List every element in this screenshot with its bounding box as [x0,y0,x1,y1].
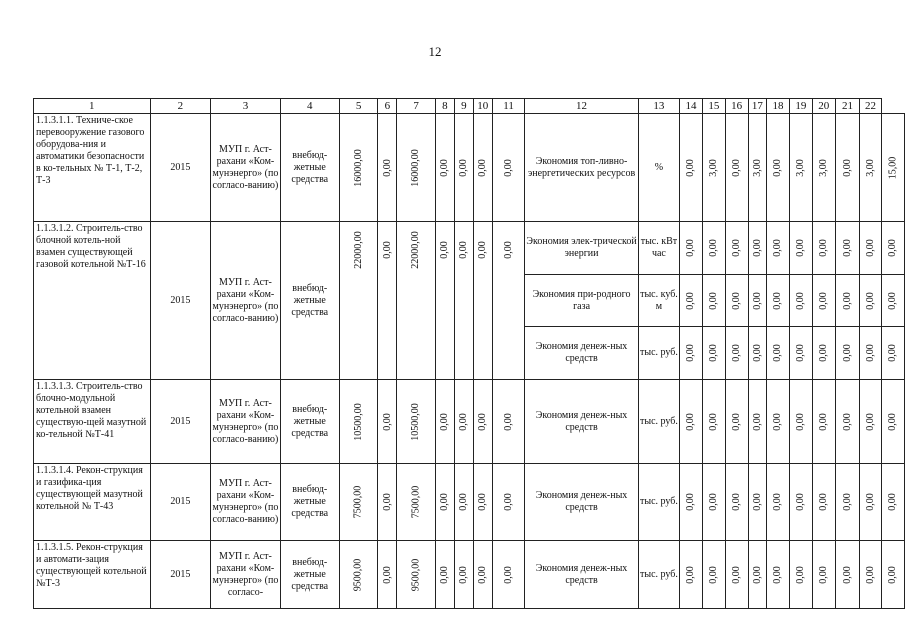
measure-name: 1.1.3.1.5. Рекон-струкция и автомати-зация существующей котельной №Т-3 [34,541,151,609]
indicator-value-cell-text: 15,00 [886,156,898,179]
indicator-value-cell-text: 0,00 [794,565,806,584]
indicator-value-cell-text: 0,00 [841,239,853,257]
indicator-name-cell: Экономия топ-ливно-энергетических ресурсов [525,114,638,222]
indicator-value-cell-text: 0,00 [707,412,719,431]
finance-value-cell [378,222,397,380]
indicator-name-cell: Экономия денеж-ных средств [525,380,638,464]
indicator-value-cell-text: 0,00 [817,493,829,511]
indicator-value-cell [725,114,748,222]
indicator-value-cell-text: 0,00 [751,412,763,431]
indicator-value-cell-text: 0,00 [751,493,763,511]
column-header: 13 [638,99,679,114]
indicator-value-cell-text: 0,00 [707,493,719,511]
indicator-value-cell-text: 0,00 [841,291,853,310]
indicator-value-cell-text: 0,00 [751,565,763,584]
finance-value-cell-text: 0,00 [438,412,450,431]
indicator-value-cell [725,222,748,275]
year-cell: 2015 [150,541,211,609]
column-header: 3 [211,99,280,114]
indicator-value-cell-text: 0,00 [730,291,742,310]
table-row [34,380,905,464]
indicator-value-cell-text: 0,00 [817,565,829,584]
finance-value-cell [339,380,378,464]
indicator-value-cell [812,222,835,275]
indicator-value-cell [789,275,812,327]
funding-source-cell: внебюд-жетные средства [280,541,339,609]
indicator-value-cell [860,541,881,609]
finance-value-cell-text: 0,00 [381,241,393,259]
finance-value-cell [492,114,525,222]
finance-value-cell-text: 9500,00 [352,558,364,591]
finance-value-cell-text: 0,00 [502,158,514,177]
indicator-value-cell-text: 0,00 [730,412,742,431]
indicator-name-cell: Экономия при-родного газа [525,275,638,327]
finance-value-cell-text: 9500,00 [410,558,422,591]
finance-value-cell-text: 0,00 [381,158,393,177]
finance-value-cell-text: 7500,00 [410,485,422,519]
column-header: 20 [812,99,835,114]
finance-value-cell-text: 0,00 [381,565,393,584]
year-cell: 2015 [150,114,211,222]
indicator-value-cell [835,275,860,327]
indicator-value-cell-text: 0,00 [772,412,784,431]
finance-value-cell-text: 0,00 [457,158,469,177]
indicator-value-cell [789,464,812,541]
column-header: 2 [150,99,211,114]
column-header: 6 [378,99,397,114]
finance-value-cell [435,222,454,380]
finance-value-cell-text: 0,00 [438,158,450,177]
indicator-value-cell [860,327,881,380]
indicator-value-cell [835,464,860,541]
indicator-value-cell [767,380,790,464]
indicator-value-cell [725,380,748,464]
indicator-value-cell-text: 0,00 [751,239,763,257]
finance-value-cell-text: 22000,00 [352,231,364,269]
year-cell: 2015 [150,380,211,464]
table-row [34,464,905,541]
column-header: 11 [492,99,525,114]
finance-value-cell [473,222,492,380]
indicator-value-cell [680,222,703,275]
finance-value-cell [492,464,525,541]
indicator-value-cell-text: 0,00 [684,412,696,431]
finance-value-cell [454,114,473,222]
column-header: 15 [702,99,725,114]
finance-value-cell [492,222,525,380]
indicator-value-cell [748,327,767,380]
unit-cell: тыс. руб. [638,464,679,541]
finance-value-cell [378,380,397,464]
finance-value-cell-text: 0,00 [457,241,469,259]
indicator-value-cell-text: 0,00 [841,565,853,584]
finance-value-cell [435,380,454,464]
measure-name: 1.1.3.1.1. Техниче-ское перевооружение газового оборудова-ния и автоматики безопасности в ко-тельных № Т-1, Т-2, Т-3 [34,114,151,222]
indicator-value-cell [702,114,725,222]
funding-source-cell: внебюд-жетные средства [280,464,339,541]
indicator-value-cell [860,114,881,222]
finance-value-cell-text: 0,00 [381,412,393,431]
table-row [34,222,905,275]
indicator-value-cell-text: 0,00 [772,239,784,257]
indicator-value-cell-text: 0,00 [841,158,853,177]
indicator-value-cell [680,275,703,327]
indicator-value-cell [881,327,905,380]
indicator-value-cell-text: 0,00 [864,565,876,584]
indicator-value-cell-text: 0,00 [886,565,898,584]
measure-name: 1.1.3.1.2. Строитель-ство блочной котель-ной взамен существующей газовой котельной №Т-16 [34,222,151,380]
unit-cell: тыс. руб. [638,380,679,464]
indicator-value-cell-text: 0,00 [794,291,806,310]
indicator-value-cell [725,464,748,541]
table-body [34,99,905,609]
indicator-value-cell-text: 0,00 [794,493,806,511]
indicator-value-cell-text: 0,00 [730,158,742,177]
indicator-value-cell [767,541,790,609]
indicator-value-cell-text: 0,00 [841,412,853,431]
indicator-value-cell-text: 0,00 [864,493,876,511]
finance-value-cell-text: 16000,00 [410,148,422,187]
column-header: 14 [680,99,703,114]
finance-value-cell-text: 0,00 [476,241,488,259]
finance-value-cell-text: 10500,00 [352,402,364,441]
indicator-value-cell-text: 0,00 [864,239,876,257]
column-header: 8 [435,99,454,114]
indicator-value-cell [881,541,905,609]
indicator-value-cell-text: 0,00 [864,344,876,362]
indicator-value-cell-text: 0,00 [684,493,696,511]
indicator-value-cell [860,222,881,275]
indicator-value-cell [680,541,703,609]
indicator-value-cell [702,222,725,275]
column-header: 7 [397,99,436,114]
indicator-value-cell [789,327,812,380]
indicator-value-cell [725,275,748,327]
column-header: 19 [789,99,812,114]
finance-value-cell-text: 0,00 [438,241,450,259]
indicator-value-cell-text: 0,00 [864,291,876,310]
indicator-value-cell [702,327,725,380]
indicator-value-cell-text: 0,00 [707,291,719,310]
indicator-value-cell-text: 0,00 [794,239,806,257]
indicator-value-cell [680,327,703,380]
finance-value-cell-text: 0,00 [457,565,469,584]
indicator-value-cell-text: 0,00 [751,291,763,310]
indicator-name-cell: Экономия денеж-ных средств [525,464,638,541]
indicator-value-cell [881,275,905,327]
indicator-value-cell [812,380,835,464]
executor-cell: МУП г. Аст-рахани «Ком-мунэнерго» (по согласо-ванию) [211,464,280,541]
table-row [34,114,905,222]
finance-value-cell-text: 0,00 [502,412,514,431]
indicator-value-cell [812,114,835,222]
indicator-value-cell-text: 0,00 [730,493,742,511]
finance-value-cell [378,541,397,609]
indicator-value-cell [680,114,703,222]
finance-value-cell [339,222,378,380]
finance-value-cell-text: 0,00 [438,565,450,584]
finance-value-cell-text: 16000,00 [352,148,364,187]
page-number: 12 [428,44,442,59]
finance-value-cell-text: 0,00 [457,493,469,511]
year-cell: 2015 [150,464,211,541]
indicator-value-cell-text: 0,00 [886,412,898,431]
column-header: 17 [748,99,767,114]
indicator-value-cell-text: 0,00 [864,412,876,431]
finance-value-cell [435,114,454,222]
indicator-value-cell-text: 0,00 [730,565,742,584]
year-cell: 2015 [150,222,211,380]
finance-value-cell [397,541,436,609]
finance-value-cell [454,222,473,380]
indicator-value-cell [881,114,905,222]
indicator-value-cell [812,541,835,609]
indicator-value-cell-text: 3,00 [817,158,829,177]
indicator-value-cell [860,464,881,541]
unit-cell: тыс. руб. [638,327,679,380]
measure-name: 1.1.3.1.3. Строитель-ство блочно-модульной котельной взамен существую-щей мазутной ко-тельной №Т-41 [34,380,151,464]
indicator-value-cell-text: 0,00 [817,344,829,362]
column-header: 10 [473,99,492,114]
unit-cell: % [638,114,679,222]
column-header: 12 [525,99,638,114]
finance-value-cell [378,114,397,222]
table-row [34,541,905,609]
indicator-value-cell-text: 0,00 [817,239,829,257]
indicator-value-cell [767,222,790,275]
indicator-value-cell-text: 0,00 [886,239,898,257]
indicator-value-cell [702,541,725,609]
finance-value-cell [397,222,436,380]
finance-value-cell [397,380,436,464]
indicator-value-cell [748,380,767,464]
indicator-value-cell-text: 0,00 [817,291,829,310]
executor-cell: МУП г. Аст-рахани «Ком-мунэнерго» (по согласо-ванию) [211,380,280,464]
column-header: 21 [835,99,860,114]
funding-source-cell: внебюд-жетные средства [280,380,339,464]
indicator-value-cell-text: 0,00 [886,344,898,362]
finance-value-cell [454,541,473,609]
finance-value-cell [397,114,436,222]
finance-value-cell [435,464,454,541]
indicator-value-cell [725,541,748,609]
indicator-value-cell [767,114,790,222]
indicator-value-cell-text: 0,00 [886,291,898,310]
indicator-value-cell-text: 3,00 [751,158,763,177]
finance-value-cell [454,380,473,464]
indicator-value-cell-text: 3,00 [794,158,806,177]
indicator-value-cell [767,464,790,541]
column-header: 4 [280,99,339,114]
indicator-value-cell [789,380,812,464]
indicator-name-cell: Экономия денеж-ных средств [525,327,638,380]
unit-cell: тыс. куб. м [638,275,679,327]
finance-value-cell-text: 10500,00 [410,402,422,441]
indicator-value-cell-text: 0,00 [841,493,853,511]
indicator-value-cell-text: 0,00 [841,344,853,362]
finance-value-cell-text: 0,00 [476,412,488,431]
indicator-value-cell-text: 3,00 [864,158,876,177]
program-table [33,98,905,609]
measure-name: 1.1.3.1.4. Рекон-струкция и газифика-ция существующей мазутной котельной № Т-43 [34,464,151,541]
column-header: 5 [339,99,378,114]
indicator-value-cell [702,380,725,464]
finance-value-cell-text: 0,00 [457,412,469,431]
finance-value-cell-text: 0,00 [381,493,393,511]
unit-cell: тыс. кВт час [638,222,679,275]
indicator-value-cell-text: 0,00 [707,239,719,257]
indicator-value-cell-text: 0,00 [707,565,719,584]
indicator-value-cell [881,222,905,275]
finance-value-cell [339,464,378,541]
indicator-value-cell [702,464,725,541]
indicator-value-cell [812,327,835,380]
finance-value-cell [397,464,436,541]
indicator-value-cell [812,464,835,541]
finance-value-cell [473,114,492,222]
indicator-value-cell-text: 0,00 [817,412,829,431]
column-header: 9 [454,99,473,114]
column-header: 22 [860,99,881,114]
indicator-value-cell-text: 0,00 [684,239,696,257]
executor-cell: МУП г. Аст-рахани «Ком-мунэнерго» (по согласо-ванию) [211,222,280,380]
indicator-value-cell-text: 3,00 [707,158,719,177]
indicator-value-cell-text: 0,00 [886,493,898,511]
indicator-value-cell [767,327,790,380]
indicator-name-cell: Экономия элек-трической энергии [525,222,638,275]
column-header: 1 [34,99,151,114]
indicator-value-cell-text: 0,00 [751,344,763,362]
indicator-value-cell [725,327,748,380]
unit-cell: тыс. руб. [638,541,679,609]
indicator-value-cell [748,222,767,275]
indicator-value-cell [680,464,703,541]
indicator-value-cell-text: 0,00 [684,291,696,310]
indicator-value-cell [748,541,767,609]
indicator-value-cell [702,275,725,327]
funding-source-cell: внебюд-жетные средства [280,222,339,380]
indicator-value-cell-text: 0,00 [730,239,742,257]
indicator-name-cell: Экономия денеж-ных средств [525,541,638,609]
indicator-value-cell-text: 0,00 [684,344,696,362]
finance-value-cell-text: 0,00 [502,493,514,511]
indicator-value-cell [860,380,881,464]
finance-value-cell [473,541,492,609]
finance-value-cell-text: 0,00 [476,158,488,177]
finance-value-cell-text: 0,00 [438,493,450,511]
finance-value-cell-text: 0,00 [502,241,514,259]
executor-cell: МУП г. Аст-рахани «Ком-мунэнерго» (по согласо-ванию) [211,114,280,222]
finance-value-cell [473,464,492,541]
indicator-value-cell-text: 0,00 [684,565,696,584]
indicator-value-cell [789,114,812,222]
indicator-value-cell-text: 0,00 [772,344,784,362]
indicator-value-cell-text: 0,00 [730,344,742,362]
indicator-value-cell [748,275,767,327]
indicator-value-cell [860,275,881,327]
finance-value-cell-text: 0,00 [476,565,488,584]
finance-value-cell [435,541,454,609]
column-header: 16 [725,99,748,114]
finance-value-cell [492,541,525,609]
indicator-value-cell [835,327,860,380]
finance-value-cell [378,464,397,541]
indicator-value-cell [835,114,860,222]
indicator-value-cell [835,380,860,464]
finance-value-cell [339,541,378,609]
indicator-value-cell [812,275,835,327]
indicator-value-cell-text: 0,00 [772,158,784,177]
indicator-value-cell-text: 0,00 [794,344,806,362]
indicator-value-cell-text: 0,00 [707,344,719,362]
finance-value-cell [492,380,525,464]
indicator-value-cell [789,222,812,275]
indicator-value-cell [680,380,703,464]
indicator-value-cell-text: 0,00 [684,158,696,177]
finance-value-cell-text: 0,00 [476,493,488,511]
executor-cell: МУП г. Аст-рахани «Ком-мунэнерго» (по согласо- [211,541,280,609]
column-header: 18 [767,99,790,114]
finance-value-cell-text: 7500,00 [352,485,364,519]
finance-value-cell [454,464,473,541]
indicator-value-cell [748,464,767,541]
indicator-value-cell-text: 0,00 [772,291,784,310]
indicator-value-cell-text: 0,00 [772,493,784,511]
finance-value-cell [339,114,378,222]
funding-source-cell: внебюд-жетные средства [280,114,339,222]
indicator-value-cell [748,114,767,222]
header-row [34,99,905,114]
indicator-value-cell [767,275,790,327]
indicator-value-cell [789,541,812,609]
finance-value-cell [473,380,492,464]
indicator-value-cell [835,541,860,609]
indicator-value-cell [881,380,905,464]
indicator-value-cell [881,464,905,541]
finance-value-cell-text: 0,00 [502,565,514,584]
indicator-value-cell-text: 0,00 [772,565,784,584]
indicator-value-cell [835,222,860,275]
indicator-value-cell-text: 0,00 [794,412,806,431]
finance-value-cell-text: 22000,00 [410,231,422,269]
